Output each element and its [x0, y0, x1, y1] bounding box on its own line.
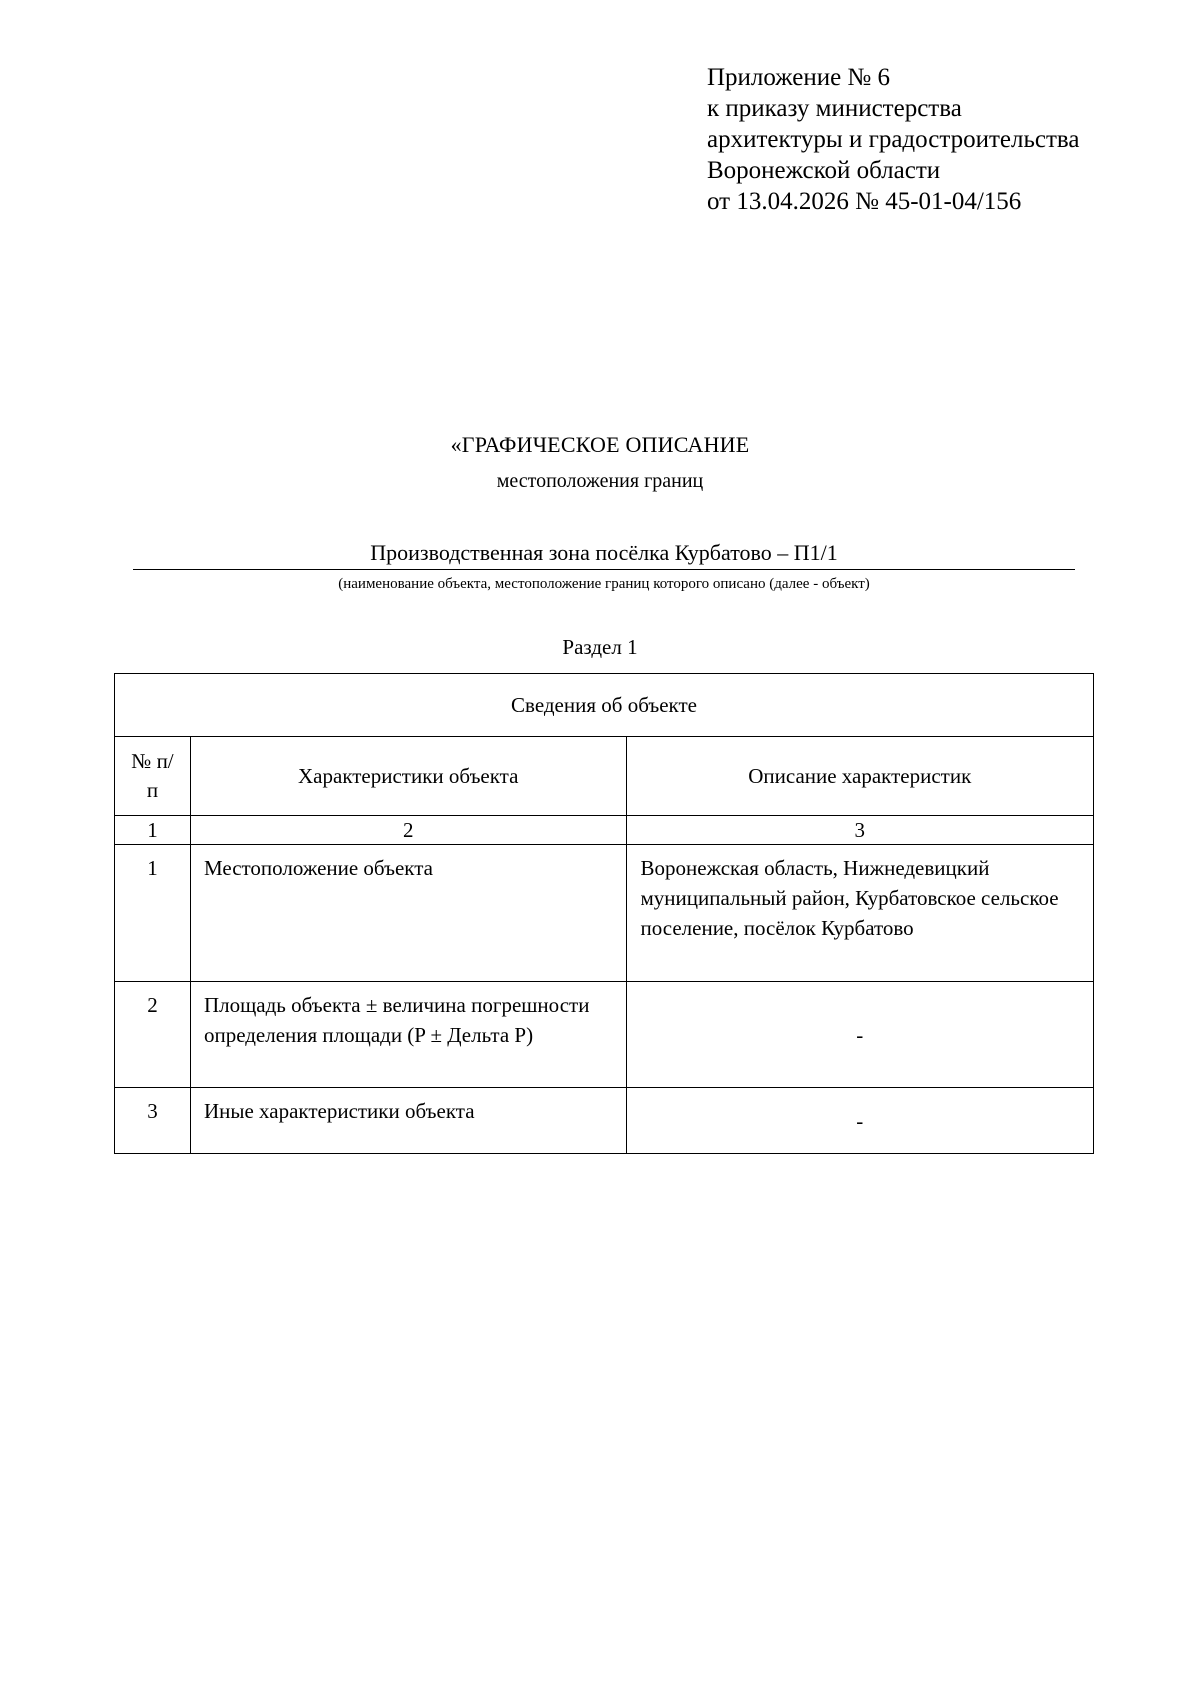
column-number: 3 [626, 816, 1094, 845]
header-num-label: № п/п [131, 749, 174, 802]
document-title: «ГРАФИЧЕСКОЕ ОПИСАНИЕ [450, 432, 750, 457]
row-characteristic: Иные характеристики объекта [190, 1088, 626, 1154]
column-number-row [115, 816, 1094, 845]
section-label: Раздел 1 [562, 635, 638, 659]
table-header-row [115, 737, 1094, 816]
object-name: Производственная зона посёлка Курбатово – П1/1 [133, 540, 1075, 570]
appendix-line: Приложение № 6 [707, 64, 891, 91]
table-row [115, 982, 1094, 1088]
appendix-line: от 13.04.2026 № 45-01-04/156 [707, 188, 1022, 215]
table-row [115, 1088, 1094, 1154]
row-num: 2 [115, 982, 191, 1088]
column-number: 2 [190, 816, 626, 845]
row-description: - [626, 1088, 1094, 1154]
appendix-line: к приказу министерства [707, 95, 962, 122]
row-num: 1 [115, 845, 191, 982]
table-caption-row [115, 674, 1094, 737]
header-description: Описание характеристик [626, 737, 1094, 816]
object-name-caption: (наименование объекта, местоположение границ которого описано (далее - объект) [338, 576, 870, 592]
object-info-table [114, 673, 1094, 1154]
row-characteristic: Местоположение объекта [190, 845, 626, 982]
document-subtitle: местоположения границ [496, 470, 704, 492]
appendix-line: Воронежской области [707, 157, 941, 184]
column-number: 1 [115, 816, 191, 845]
row-description: - [626, 982, 1094, 1088]
header-characteristics: Характеристики объекта [190, 737, 626, 816]
row-description: Воронежская область, Нижнедевицкий муниципальный район, Курбатовское сельское поселение, посёлок Курбатово [626, 845, 1094, 982]
table-row [115, 845, 1094, 982]
row-num: 3 [115, 1088, 191, 1154]
table-caption: Сведения об объекте [115, 674, 1094, 737]
header-num [115, 737, 191, 816]
appendix-line: архитектуры и градостроительства [707, 126, 1080, 153]
row-characteristic: Площадь объекта ± величина погрешности определения площади (P ± Дельта P) [190, 982, 626, 1088]
appendix-header [707, 62, 1079, 217]
